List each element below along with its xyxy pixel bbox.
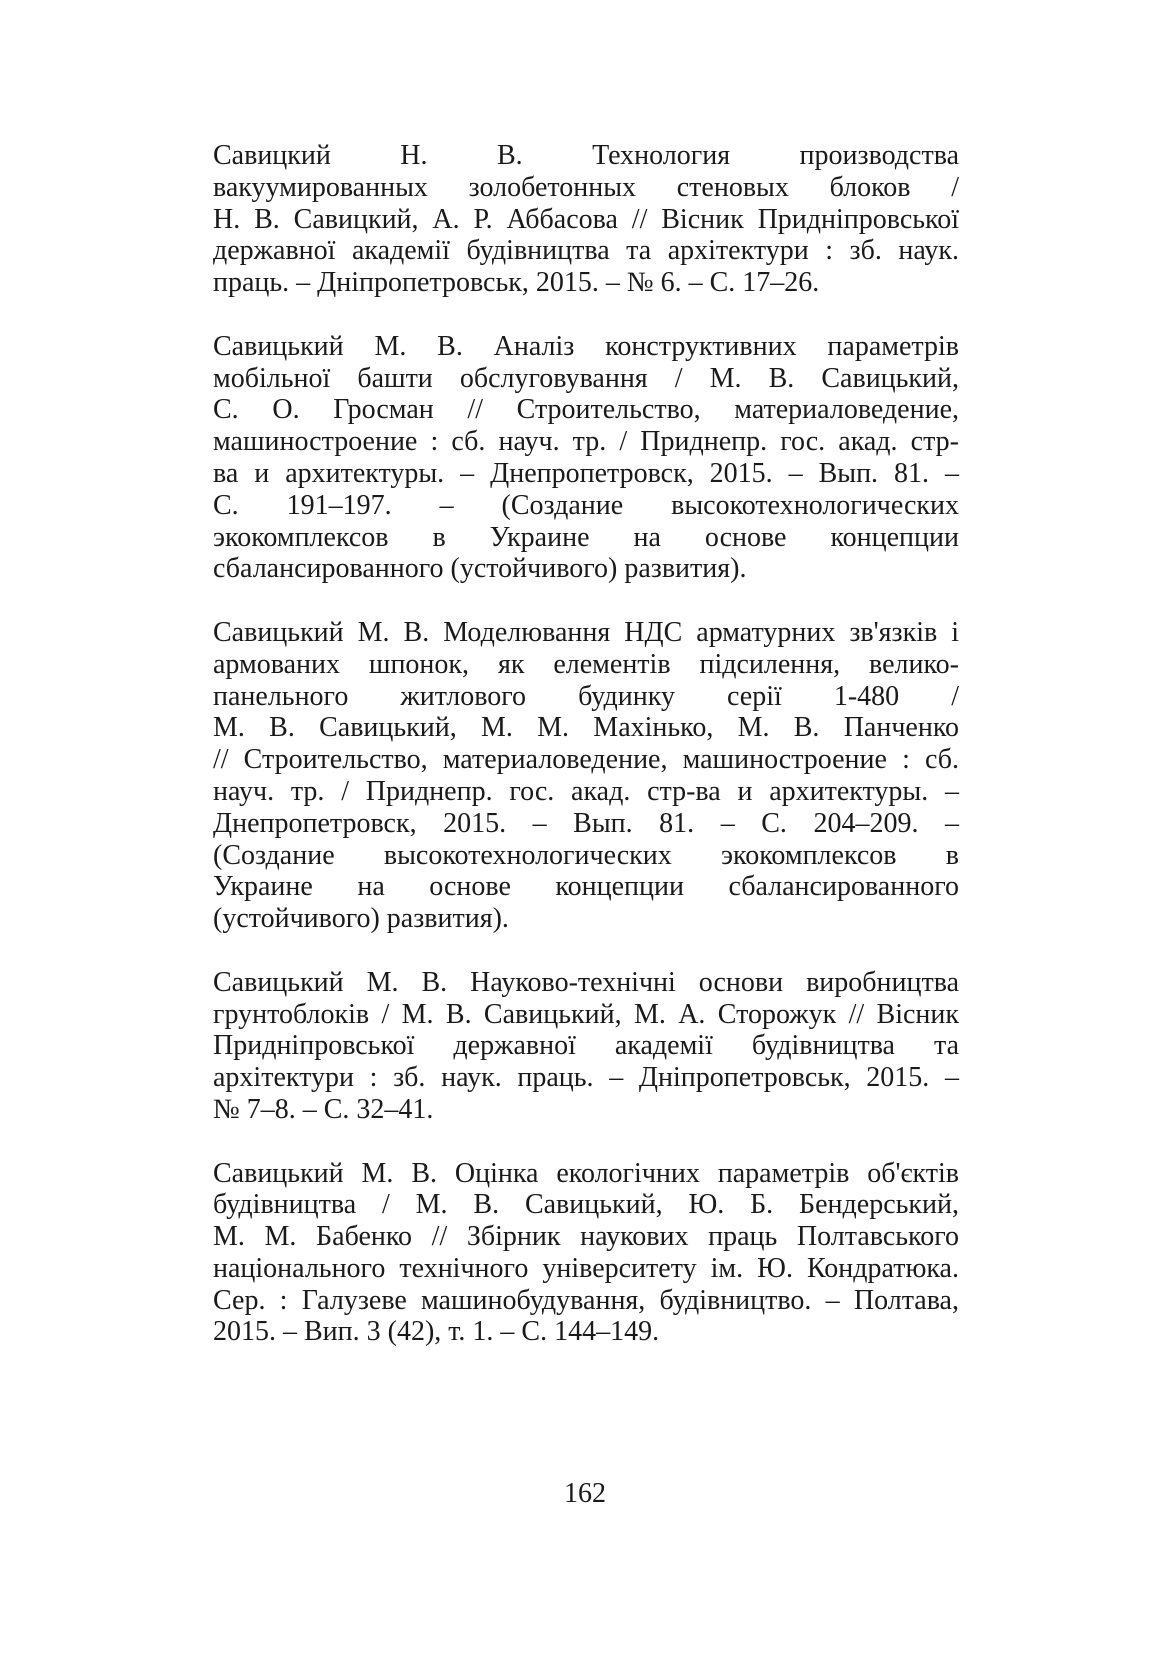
entry-line: С. 191–197. – (Создание высокотехнологических bbox=[213, 489, 959, 521]
entry-line: сбалансированного (устойчивого) развития). bbox=[213, 553, 747, 585]
entry-line: 2015. – Вип. 3 (42), т. 1. – С. 144–149. bbox=[213, 1316, 660, 1348]
entry-line: Придніпровської державної академії будівництва та bbox=[213, 1030, 959, 1062]
entry-line: будівництва / М. В. Савицький, Ю. Б. Бендерський, bbox=[213, 1189, 959, 1221]
entry-line: экокомплексов в Украине на основе концепции bbox=[213, 521, 959, 553]
entry-line: грунтоблоків / М. В. Савицький, М. А. Сторожук // Вісник bbox=[213, 998, 959, 1030]
entry-line: М. М. Бабенко // Збірник наукових праць Полтавського bbox=[213, 1221, 959, 1253]
entry-line: національного технічного університету ім. Ю. Кондратюка. bbox=[213, 1252, 959, 1284]
entry-line: архітектури : зб. наук. праць. – Дніпропетровськ, 2015. – bbox=[213, 1062, 959, 1094]
bibliography-list bbox=[213, 140, 959, 1348]
bibliography-entry bbox=[213, 331, 959, 585]
entry-line: армованих шпонок, як елементів підсилення, велико- bbox=[213, 648, 959, 680]
entry-line: Савицький М. В. Оцінка екологічних параметрів об'єктів bbox=[213, 1157, 959, 1189]
entry-line: Савицький М. В. Моделювання НДС арматурних зв'язків і bbox=[213, 616, 959, 648]
entry-line: Савицький М. В. Аналіз конструктивних параметрів bbox=[213, 330, 959, 362]
entry-spacer bbox=[213, 1126, 959, 1158]
entry-line: машиностроение : сб. науч. тр. / Приднепр. гос. акад. стр- bbox=[213, 426, 959, 458]
bibliography-entry bbox=[213, 967, 959, 1126]
bibliography-entry bbox=[213, 1158, 959, 1349]
entry-line: (устойчивого) развития). bbox=[213, 903, 509, 935]
entry-line: Савицкий Н. В. Технология производства bbox=[213, 140, 959, 171]
entry-spacer bbox=[213, 585, 959, 617]
entry-line: Украине на основе концепции сбалансированного bbox=[213, 871, 959, 903]
entry-line: мобільної башти обслуговування / М. В. Савицький, bbox=[213, 362, 959, 394]
entry-line: // Строительство, материаловедение, машиностроение : сб. bbox=[213, 744, 959, 776]
entry-line: М. В. Савицький, М. М. Махінько, М. В. Панченко bbox=[213, 712, 959, 744]
entry-line: № 7–8. – С. 32–41. bbox=[213, 1093, 434, 1125]
entry-spacer bbox=[213, 935, 959, 967]
entry-line: Днепропетровск, 2015. – Вып. 81. – С. 204–209. – bbox=[213, 807, 959, 839]
entry-line: С. О. Гросман // Строительство, материаловедение, bbox=[213, 394, 959, 426]
entry-line: державної академії будівництва та архітектури : зб. наук. bbox=[213, 235, 959, 267]
page-number: 162 bbox=[564, 1478, 606, 1509]
entry-line: науч. тр. / Приднепр. гос. акад. стр-ва и архитектуры. – bbox=[213, 775, 959, 807]
bibliography-entry bbox=[213, 617, 959, 935]
entry-line: (Создание высокотехнологических экокомплексов в bbox=[213, 839, 959, 871]
entry-line: панельного житлового будинку серії 1-480 / bbox=[213, 680, 959, 712]
bibliography-entry bbox=[213, 140, 959, 299]
entry-line: праць. – Дніпропетровськ, 2015. – № 6. – С. 17–26. bbox=[213, 267, 820, 299]
entry-line: Савицький М. В. Науково-технічні основи виробництва bbox=[213, 966, 959, 998]
entry-line: ва и архитектуры. – Днепропетровск, 2015. – Вып. 81. – bbox=[213, 457, 959, 489]
entry-line: Сер. : Галузеве машинобудування, будівництво. – Полтава, bbox=[213, 1284, 959, 1316]
entry-spacer bbox=[213, 299, 959, 331]
entry-line: вакуумированных золобетонных стеновых блоков / bbox=[213, 171, 959, 203]
entry-line: Н. В. Савицкий, А. Р. Аббасова // Вісник Придніпровської bbox=[213, 203, 959, 235]
